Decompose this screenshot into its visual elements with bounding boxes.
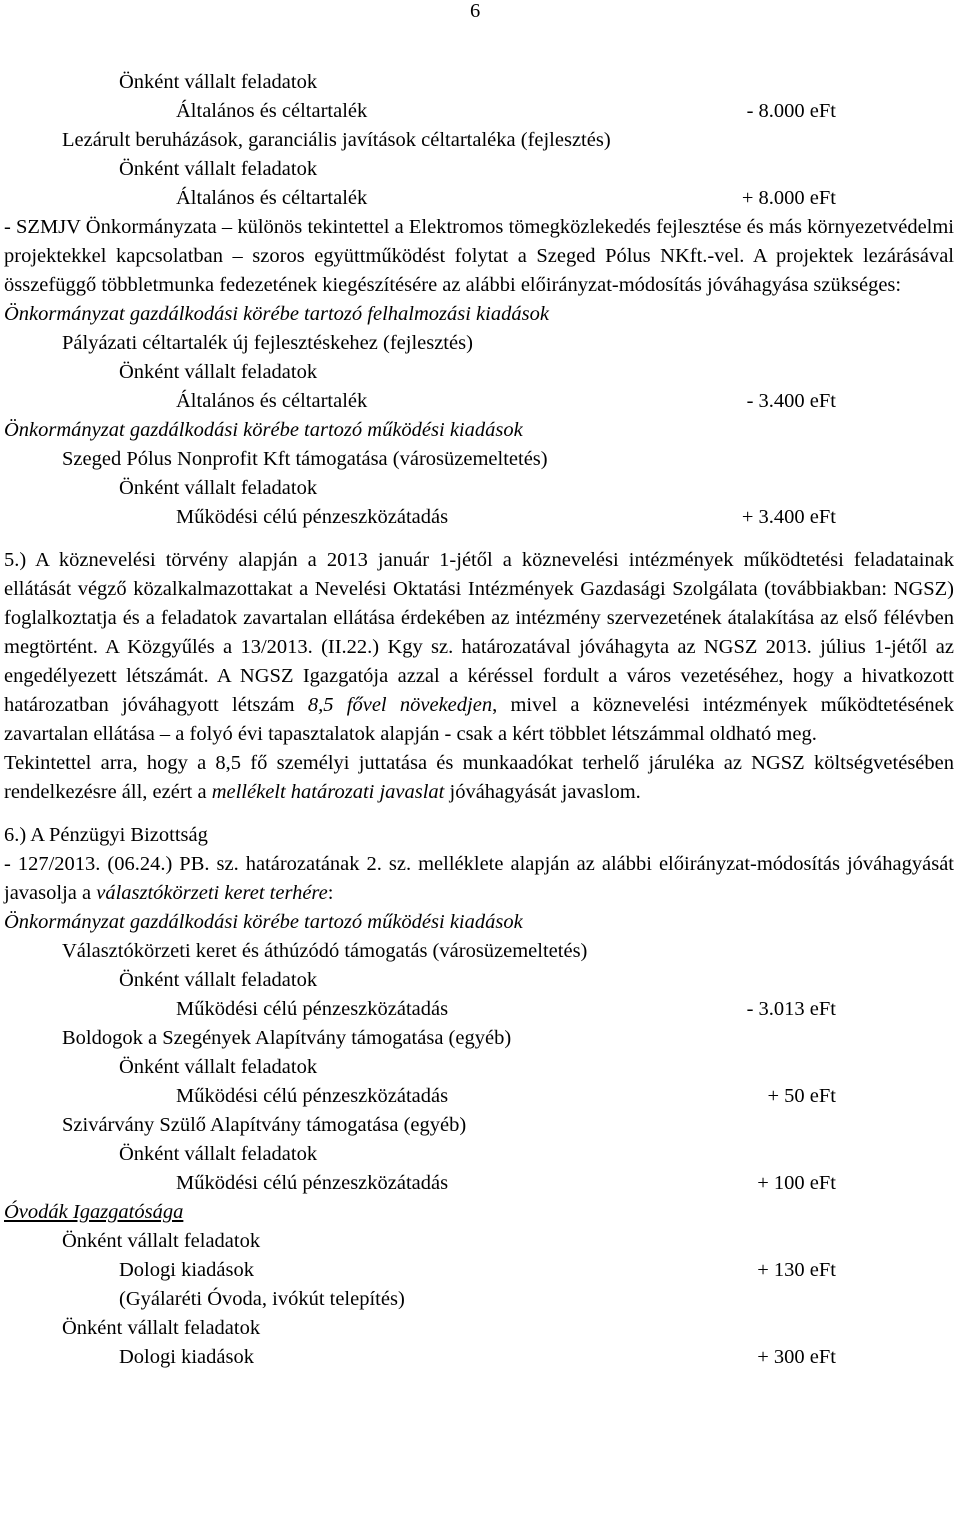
amount-value: - 8.000 eFt [746,100,836,122]
line-label: Szeged Pólus Nonprofit Kft támogatása (városüzemeltetés) [62,448,548,470]
line-label: Működési célú pénzeszközátadás [176,1085,449,1107]
section-label: Önkormányzat gazdálkodási körébe tartozó működési kiadások [4,911,523,933]
document-body [4,68,954,1372]
appropriation-line [4,995,954,1024]
appropriation-line [4,908,954,937]
line-label: Működési célú pénzeszközátadás [176,506,449,528]
paragraph-5-part-2 [4,749,954,807]
appropriation-block-2 [4,300,954,532]
line-label: Önként vállalt feladatok [119,361,318,383]
paragraph-5b-text: Tekintettel arra, hogy a 8,5 fő személyi juttatása és munkaadókat terhelő járuléka az NGSZ költségvetésében rendelkezésre áll, ezért a [4,752,954,803]
paragraph-5-text-end: , mivel a köznevelési intézmények működtetésének zavartalan ellátása – a folyó évi tapasztalatok alapján - csak a kért többlet létszámmal oldható meg. [4,694,954,745]
line-label: Lezárult beruházások, garanciális javítások céltartaléka (fejlesztés) [62,129,611,151]
paragraph-5-emphasis: 8,5 fővel növekedjen [307,694,493,716]
line-label: Működési célú pénzeszközátadás [176,1172,449,1194]
spacer [4,807,954,821]
appropriation-line [4,1285,954,1314]
appropriation-line [4,358,954,387]
line-label: Önként vállalt feladatok [119,1143,318,1165]
line-label: Önként vállalt feladatok [119,158,318,180]
line-label: Dologi kiadások [119,1346,254,1368]
line-label: Önként vállalt feladatok [119,71,318,93]
amount-value: + 50 eFt [767,1085,836,1107]
appropriation-line [4,474,954,503]
line-label: Általános és céltartalék [176,390,368,412]
spacer [4,532,954,546]
line-label: Önként vállalt feladatok [119,1056,318,1078]
amount-value: + 100 eFt [757,1172,836,1194]
line-label: Általános és céltartalék [176,100,368,122]
line-label: Önként vállalt feladatok [119,969,318,991]
appropriation-line [4,1227,954,1256]
line-label: Választókörzeti keret és áthúzódó támogatás (városüzemeltetés) [62,940,588,962]
amount-value: + 8.000 eFt [741,187,836,209]
section-label: Önkormányzat gazdálkodási körébe tartozó működési kiadások [4,419,523,441]
line-label: Általános és céltartalék [176,187,368,209]
line-label: Szivárvány Szülő Alapítvány támogatása (egyéb) [62,1114,467,1136]
line-label: Önként vállalt feladatok [62,1317,261,1339]
appropriation-line [4,503,954,532]
paragraph-6-text: - 127/2013. (06.24.) PB. sz. határozatának 2. sz. melléklete alapján az alábbi előirányzat-módosítás jóváhagyását javasolja a [4,853,954,904]
line-label: (Gyálaréti Óvoda, ivókút telepítés) [119,1288,405,1310]
appropriation-line [4,155,954,184]
paragraph-5-part-1 [4,546,954,749]
appropriation-line [4,300,954,329]
appropriation-line [4,1082,954,1111]
paragraph-6 [4,850,954,908]
appropriation-line [4,68,954,97]
appropriation-line [4,329,954,358]
appropriation-block-3 [4,908,954,1372]
appropriation-line [4,387,954,416]
appropriation-line [4,97,954,126]
appropriation-line [4,416,954,445]
paragraph-szmjv: - SZMJV Önkormányzata – különös tekintettel a Elektromos tömegközlekedés fejlesztése és más környezetvédelmi projektekkel kapcsolatban – szoros együttműködést folytat a Szeged Pólus NKft.-vel. A projektek lezárásával összefüggő többletmunka fedezetének kiegészítésére az alábbi előirányzat-módosítás jóváhagyása szükséges: [4,216,954,296]
amount-value: + 300 eFt [757,1346,836,1368]
paragraph-6-emphasis: választókörzeti keret terhére [96,882,328,904]
appropriation-line [4,126,954,155]
paragraph-5-text: 5.) A köznevelési törvény alapján a 2013 január 1-jétől a köznevelési intézmények működtetési feladatainak ellátását végző közalkalmazottakat a Nevelési Oktatási Intézmények Gazdasági Szolgálata (továbbiakban: NGSZ) foglalkoztatja és a feladatok zavartalan ellátása érdekében az intézmény szervezetének átalakítása az első félévben megtörtént. A Közgyűlés a 13/2013. (II.22.) Kgy sz. határozatával jóváhagyta az NGSZ 2013. július 1-jétől az engedélyezett létszámát. A NGSZ Igazgatója azzal a kéréssel fordult a város vezetéséhez, hogy a hivatkozott határozatban jóváhagyott létszám [4,549,954,716]
section-6-heading-line [4,821,954,850]
paragraph-6-text-end: : [327,882,334,904]
line-label: Működési célú pénzeszközátadás [176,998,449,1020]
paragraph-5b-emphasis: mellékelt határozati javaslat [211,781,445,803]
amount-value: - 3.400 eFt [746,390,836,412]
section-label: Óvodák Igazgatósága [4,1201,184,1223]
amount-value: + 130 eFt [757,1259,836,1281]
line-label: Dologi kiadások [119,1259,254,1281]
appropriation-line [4,184,954,213]
line-label: Önként vállalt feladatok [119,477,318,499]
appropriation-line [4,1169,954,1198]
line-label: Boldogok a Szegények Alapítvány támogatása (egyéb) [62,1027,512,1049]
amount-value: + 3.400 eFt [741,506,836,528]
appropriation-line [4,1198,954,1227]
paragraph-5b-text-end: jóváhagyását javaslom. [444,781,641,803]
appropriation-line [4,937,954,966]
page-number: 6 [470,0,481,22]
line-label: Önként vállalt feladatok [62,1230,261,1252]
section-label: Önkormányzat gazdálkodási körébe tartozó felhalmozási kiadások [4,303,549,325]
appropriation-line [4,1024,954,1053]
line-label: Pályázati céltartalék új fejlesztéskehez (fejlesztés) [62,332,473,354]
appropriation-line [4,1343,954,1372]
appropriation-line [4,445,954,474]
appropriation-line [4,1140,954,1169]
appropriation-line [4,1111,954,1140]
appropriation-line [4,1053,954,1082]
appropriation-line [4,966,954,995]
appropriation-line [4,1256,954,1285]
appropriation-block-1 [4,68,954,213]
section-6-heading: 6.) A Pénzügyi Bizottság [4,824,208,846]
amount-value: - 3.013 eFt [746,998,836,1020]
appropriation-line [4,1314,954,1343]
